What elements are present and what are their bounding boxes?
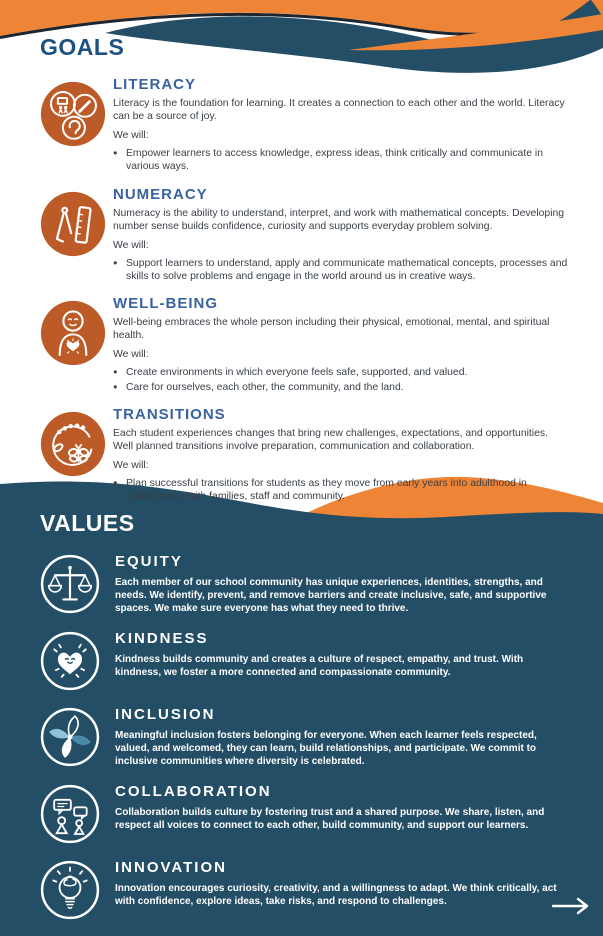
goal-section-wellbeing — [40, 295, 568, 395]
goal-section-literacy — [40, 76, 568, 175]
numeracy-icon — [40, 191, 106, 257]
goal-bullets — [113, 366, 568, 393]
value-section-kindness — [40, 630, 568, 691]
wellbeing-icon — [40, 300, 106, 366]
literacy-icon — [40, 81, 106, 147]
value-heading: EQUITY — [115, 553, 183, 570]
goal-bullet: ● Create environments in which everyone feels safe, supported, and valued. — [113, 366, 568, 379]
value-heading: KINDNESS — [115, 630, 209, 647]
next-page-arrow-icon[interactable] — [551, 896, 591, 916]
collaboration-icon — [40, 784, 100, 844]
value-section-inclusion — [40, 706, 568, 768]
kindness-icon — [40, 631, 100, 691]
values-title: VALUES — [40, 510, 135, 536]
goal-heading: LITERACY — [113, 76, 196, 93]
goal-body: Well-being embraces the whole person including their physical, emotional, mental, and spiritual health. — [113, 317, 550, 342]
goal-section-transitions — [40, 406, 568, 505]
value-body: Innovation encourages curiosity, creativity, and a willingness to adapt. We think critically, act with confidence, explore ideas, take risks, and respond to challenges. — [115, 883, 557, 907]
value-body: Meaningful inclusion fosters belonging for everyone. When each learner feels respected, valued, and welcomed, they can learn, build relationships, and participate. We commit to inclusive communities where diversity is celebrated. — [115, 730, 537, 767]
goal-heading: TRANSITIONS — [113, 405, 226, 423]
goal-heading: NUMERACY — [113, 185, 208, 203]
goal-bullet: ● Empower learners to access knowledge, express ideas, think critically and communicate in various ways. — [113, 147, 568, 173]
goal-bullets — [113, 477, 568, 503]
value-heading: INNOVATION — [115, 859, 227, 876]
innovation-icon — [40, 860, 100, 920]
goal-bullet: ● Plan successful transitions for students as they move from early years into adulthood in collaboration with families, staff and community. — [113, 477, 568, 503]
value-heading: INCLUSION — [115, 706, 216, 723]
value-body: Kindness builds community and creates a culture of respect, empathy, and trust. With kindness, we foster a more connected and compassionate community. — [115, 654, 524, 678]
goal-lead: We will: — [113, 239, 149, 251]
value-heading: COLLABORATION — [115, 783, 272, 800]
values-section — [40, 504, 568, 935]
goal-bullet: ● Care for ourselves, each other, the community, and the land. — [113, 381, 568, 394]
goal-heading: WELL-BEING — [113, 295, 218, 313]
goal-body: Each student experiences changes that bring new challenges, expectations, and opportunities. Well planned transitions involve preparation, communication and collaboration. — [113, 427, 548, 452]
value-section-collaboration — [40, 783, 568, 844]
goal-lead: We will: — [113, 349, 149, 361]
goals-section — [40, 34, 568, 515]
goal-bullets — [113, 257, 568, 283]
value-body: Each member of our school community has unique experiences, identities, strengths, and needs. We identify, prevent, and remove barriers and create inclusive, safe, and supportive spaces. We make sure everyone has what they need to thrive. — [115, 577, 547, 614]
goal-bullets — [113, 147, 568, 173]
value-section-equity — [40, 553, 568, 615]
goal-bullet: ● Support learners to understand, apply and communicate mathematical concepts, processes and skills to solve problems and engage in the world around us in creative ways. — [113, 257, 568, 283]
goal-lead: We will: — [113, 130, 149, 142]
goal-body: Literacy is the foundation for learning. It creates a connection to each other and the world. Literacy can be a source of joy. — [113, 98, 565, 123]
goal-body: Numeracy is the ability to understand, interpret, and work with mathematical concepts. Developing number sense builds confidence, curiosity and supports everyday problem solving. — [113, 207, 565, 232]
goal-lead: We will: — [113, 459, 149, 471]
transitions-icon — [40, 411, 106, 477]
goals-title: GOALS — [40, 34, 125, 60]
value-section-innovation — [40, 859, 568, 920]
inclusion-icon — [40, 707, 100, 767]
equity-icon — [40, 554, 100, 614]
value-body: Collaboration builds culture by fostering trust and a shared purpose. We share, listen, and respect all voices to connect to each other, build community, and support our learners. — [115, 807, 545, 831]
goal-section-numeracy — [40, 186, 568, 285]
